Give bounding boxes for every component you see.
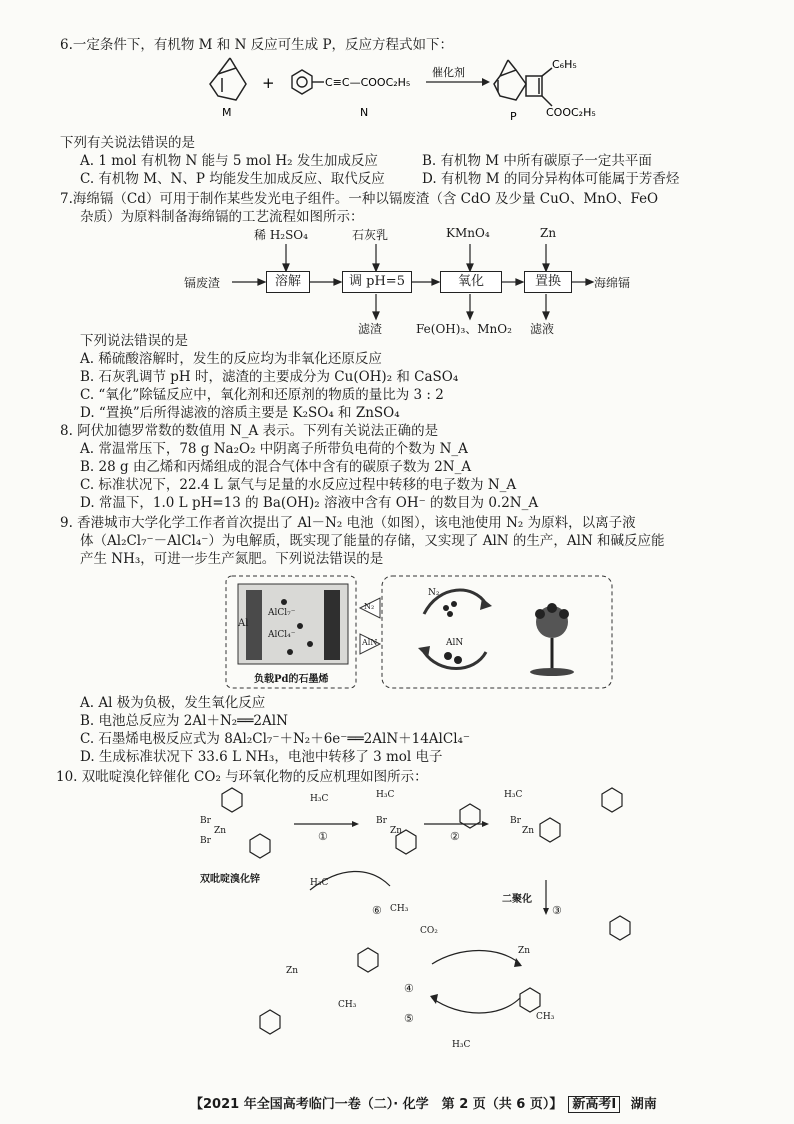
int-a-h3c: H₃C: [376, 790, 395, 800]
p-substituent-phenyl: C₆H₅: [552, 58, 577, 71]
catalyst-label: 催化剂: [432, 66, 465, 79]
step-1-label: ①: [318, 830, 328, 843]
footer-region: 湖南: [630, 1097, 657, 1112]
q9-option-d[interactable]: D. 生成标准状况下 33.6 L NH₃，电池中转移了 3 mol 电子: [80, 749, 443, 765]
q9-option-a[interactable]: A. Al 极为负极，发生氧化反应: [80, 695, 266, 711]
q8-option-c[interactable]: C. 标准状况下，22.4 L 氯气与足量的水反应过程中转移的电子数为 N_A: [80, 477, 517, 493]
co2-label: CO₂: [420, 926, 438, 936]
q9-option-c[interactable]: C. 石墨烯电极反应式为 8Al₂Cl₇⁻＋N₂＋6e⁻══2AlN＋14AlCl₄⁻: [80, 731, 471, 747]
byproduct-feoh3-mno2: Fe(OH)₃、MnO₂: [416, 322, 512, 336]
q9-stem-line1: 9. 香港城市大学化学工作者首次提出了 Al－N₂ 电池（如图），该电池使用 N₂ 为原料，以离子液: [60, 515, 636, 531]
q6-option-a[interactable]: A. 1 mol 有机物 N 能与 5 mol H₂ 发生加成反应: [80, 153, 378, 169]
molecule-n-structure: [292, 70, 324, 94]
byproduct-residue: 滤渣: [358, 322, 383, 336]
q7-stem-line1: 7.海绵镉（Cd）可用于制作某些发光电子组件。一种以镉废渣（含 CdO 及少量 CuO、MnO、FeO: [60, 191, 659, 207]
carbonate-ch3-1: CH₃: [390, 904, 409, 914]
q8-option-a[interactable]: A. 常温常压下，78 g Na₂O₂ 中阴离子所带负电荷的个数为 N_A: [80, 441, 468, 457]
label-n-chain: C≡C—COOC₂H₅: [325, 76, 411, 89]
arrow-label-n2: N₂: [364, 602, 375, 611]
byproduct-filtrate: 滤液: [530, 322, 555, 336]
flowchart-arrows: [180, 226, 650, 336]
q6-option-d[interactable]: D. 有机物 M 的同分异构体可能属于芳香烃: [422, 171, 680, 187]
molecule-p-structure: [494, 60, 552, 106]
q10-mechanism-figure: [200, 786, 640, 1086]
q9-stem-line2: 体（Al₂Cl₇⁻－AlCl₄⁻）为电解质，既实现了能量的存储，又实现了 AlN 的生产，AlN 和碱反应能: [80, 533, 665, 549]
q6-prompt: 下列有关说法错误的是: [60, 135, 195, 151]
q6-stem: 6.一定条件下，有机物 M 和 N 反应可生成 P，反应方程式如下：: [60, 37, 454, 53]
dimer-left-ch3: CH₃: [338, 1000, 357, 1010]
step-5-label: ⑤: [404, 1012, 414, 1025]
reagent-kmno4: KMnO₄: [446, 226, 490, 240]
reagent-zn: Zn: [540, 226, 557, 240]
step-adjust-ph: 调 pH=5: [342, 271, 412, 293]
int-a-zn: Zn: [390, 826, 403, 836]
step-replace: 置换: [524, 271, 572, 293]
flow-input: 镉废渣: [184, 276, 221, 290]
q7-flowchart: [180, 226, 650, 336]
q7-stem-line2: 杂质）为原料制备海绵镉的工艺流程如图所示：: [80, 209, 364, 225]
flow-output: 海绵镉: [594, 276, 631, 290]
step-4-label: ④: [404, 982, 414, 995]
label-p: P: [510, 110, 517, 123]
dimer-right-ch3: CH₃: [536, 1012, 555, 1022]
carbonate-h3c-2: H₃C: [452, 1040, 471, 1050]
q8-option-b[interactable]: B. 28 g 由乙烯和丙烯组成的混合气体中含有的碳原子数为 2N_A: [80, 459, 472, 475]
epoxide-h3c-1: H₃C: [310, 794, 329, 804]
q9-option-b[interactable]: B. 电池总反应为 2Al＋N₂══2AlN: [80, 713, 288, 729]
q10-stem: 10. 双吡啶溴化锌催化 CO₂ 与环氧化物的反应机理如图所示：: [56, 769, 428, 785]
label-pd-graphene: 负载Pd的石墨烯: [254, 674, 329, 685]
zn-catalyst-br2: Br: [200, 836, 211, 846]
q6-reaction-scheme: [200, 54, 620, 126]
step-6-label: ⑥: [372, 904, 382, 917]
q8-stem: 8. 阿伏加德罗常数的数值用 N_A 表示。下列有关说法正确的是: [60, 423, 439, 439]
page-footer: [190, 1093, 657, 1112]
step-oxidize: 氧化: [440, 271, 502, 293]
q7-prompt: 下列说法错误的是: [80, 333, 188, 349]
int-b-zn: Zn: [522, 826, 535, 836]
q9-stem-line3: 产生 NH₃，可进一步生产氮肥。下列说法错误的是: [80, 551, 384, 567]
q9-battery-figure: [224, 574, 614, 692]
cycle-label-aln: AlN: [446, 638, 464, 648]
dimer-left-zn: Zn: [286, 966, 299, 976]
footer-text: 【2021 年全国高考临门一卷（二）· 化学 第 2 页（共 6 页）】: [190, 1097, 563, 1112]
label-al-electrode: Al: [238, 618, 249, 629]
footer-tag: 新高考Ⅰ: [568, 1096, 620, 1113]
step-dissolve: 溶解: [266, 271, 310, 293]
int-b-br: Br: [510, 816, 521, 826]
molecule-m-structure: [210, 58, 246, 100]
reagent-dilute-h2so4: 稀 H₂SO₄: [254, 228, 308, 242]
label-ion-alcl7: AlCl₇⁻: [268, 608, 296, 618]
step-2-label: ②: [450, 830, 460, 843]
zn-catalyst-zn: Zn: [214, 826, 227, 836]
q6-option-b[interactable]: B. 有机物 M 中所有碳原子一定共平面: [422, 153, 652, 169]
q7-option-c[interactable]: C. “氧化”除锰反应中，氧化剂和还原剂的物质的量比为 3 : 2: [80, 387, 444, 403]
cycle-label-n2: N₂: [428, 588, 440, 598]
dimerization-label: 二聚化: [502, 894, 532, 905]
arrow-label-aln: AlN: [362, 638, 378, 647]
reagent-lime-milk: 石灰乳: [352, 228, 389, 242]
zn-catalyst-br1: Br: [200, 816, 211, 826]
int-a-br: Br: [376, 816, 387, 826]
q8-option-d[interactable]: D. 常温下，1.0 L pH=13 的 Ba(OH)₂ 溶液中含有 OH⁻ 的数目为 0.2N_A: [80, 495, 539, 511]
q6-option-c[interactable]: C. 有机物 M、N、P 均能发生加成反应、取代反应: [80, 171, 385, 187]
p-substituent-ester: COOC₂H₅: [546, 106, 596, 119]
plus-sign: +: [262, 74, 275, 92]
step-3-label: ③: [552, 904, 562, 917]
int-b-h3c: H₃C: [504, 790, 523, 800]
mechanism-diagram: [200, 786, 640, 1086]
epoxide-h3c-2: H₃C: [310, 878, 329, 888]
catalyst-name: 双吡啶溴化锌: [200, 874, 260, 885]
q7-option-d[interactable]: D. “置换”后所得滤液的溶质主要是 K₂SO₄ 和 ZnSO₄: [80, 405, 400, 421]
label-m: M: [222, 106, 232, 119]
label-ion-alcl4: AlCl₄⁻: [268, 630, 296, 640]
dimer-right-zn: Zn: [518, 946, 531, 956]
label-n: N: [360, 106, 369, 119]
q7-option-b[interactable]: B. 石灰乳调节 pH 时，滤渣的主要成分为 Cu(OH)₂ 和 CaSO₄: [80, 369, 459, 385]
q7-option-a[interactable]: A. 稀硫酸溶解时，发生的反应均为非氧化还原反应: [80, 351, 382, 367]
